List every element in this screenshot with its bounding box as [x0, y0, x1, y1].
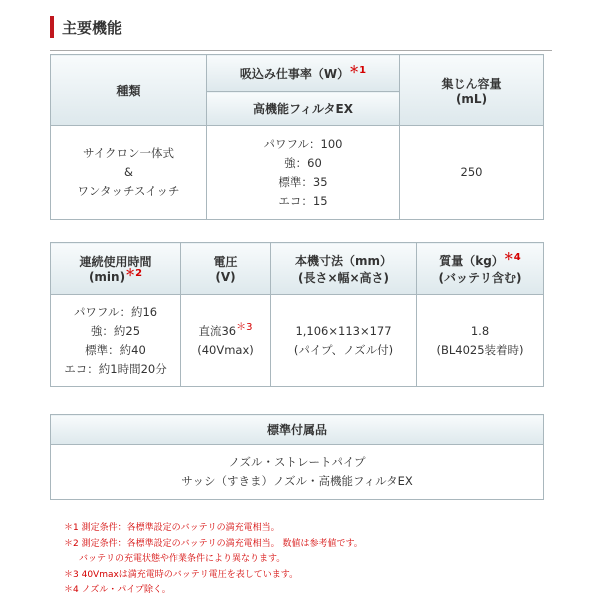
- cell-suction-power: [207, 126, 400, 220]
- header-dimensions-axes: (長さ×幅×高さ): [297, 270, 390, 285]
- section-title: 主要機能: [62, 19, 123, 37]
- header-voltage-unit: (V): [215, 270, 236, 284]
- header-run-time-label: 連続使用時間: [79, 255, 152, 269]
- header-dimensions-label: 本機寸法（mm）: [294, 253, 392, 268]
- header-filter: 高機能フィルタEX: [207, 92, 400, 126]
- note-mark-2: ＊2: [125, 268, 143, 279]
- accessory-line-2: サッシ（すきま）ノズル・高機能フィルタEX: [181, 474, 413, 488]
- note-mark-3: ＊3: [236, 321, 253, 333]
- power-value: パワフル：100: [263, 136, 343, 151]
- footnote: ＊2 測定条件：各標準設定のバッテリの満充電相当。 数値は参考値です。: [64, 538, 363, 549]
- power-value: 標準：35: [278, 174, 328, 189]
- spec-table-main: [50, 54, 544, 220]
- cell-voltage: [181, 295, 271, 387]
- footnote: ＊3 40Vmaxは満充電時のバッテリ電圧を表しています。: [64, 569, 299, 580]
- cell-dimensions: [271, 295, 417, 387]
- spec-table-details: [50, 242, 544, 387]
- accessories-table: [50, 414, 544, 500]
- header-run-time: [51, 243, 181, 295]
- header-run-time-unit-row: [51, 270, 180, 284]
- header-mass: [417, 243, 544, 295]
- header-dust-capacity: [400, 55, 544, 126]
- header-mass-note: (バッテリ含む): [438, 270, 522, 285]
- run-time-value: パワフル：約16: [73, 304, 158, 319]
- cell-dust-capacity: 250: [400, 126, 544, 220]
- cell-type: [51, 126, 207, 220]
- run-time-value: 強：約25: [90, 323, 141, 338]
- header-suction-power: [207, 55, 400, 92]
- footnote: ＊4 ノズル・パイプ除く。: [64, 585, 171, 595]
- run-time-value: エコ：約1時間20分: [64, 361, 167, 376]
- power-value: 強：60: [284, 155, 322, 170]
- voltage-value-row: [181, 322, 270, 341]
- section-accent-bar: [50, 16, 54, 38]
- voltage-max: (40Vmax): [197, 342, 254, 357]
- header-run-time-unit: (min): [88, 270, 126, 284]
- voltage-value: 直流36: [198, 323, 237, 338]
- header-voltage-label: 電圧: [213, 255, 238, 269]
- dimensions-value: 1,106×113×177: [295, 323, 392, 338]
- type-line-3: ワンタッチスイッチ: [77, 184, 180, 198]
- section-header: [50, 14, 552, 40]
- header-type: 種類: [51, 55, 207, 126]
- mass-value: 1.8: [470, 323, 490, 338]
- header-dust-capacity-unit: (mL): [455, 91, 488, 106]
- header-accessories: 標準付属品: [51, 415, 544, 445]
- header-dust-capacity-label: 集じん容量: [441, 76, 502, 91]
- type-line-1: サイクロン一体式: [83, 146, 174, 160]
- cell-mass: [417, 295, 544, 387]
- header-suction-power-label: 吸込み仕事率（W）: [239, 66, 350, 81]
- note-mark-4: ＊4: [503, 251, 521, 263]
- run-time-value: 標準：約40: [85, 342, 146, 357]
- type-line-2: &: [124, 165, 133, 179]
- dimensions-note: (パイプ、ノズル付): [293, 342, 394, 357]
- header-voltage: [181, 243, 271, 295]
- cell-run-time: [51, 295, 181, 387]
- footnote-continuation: バッテリの充電状態や作業条件により異なります。: [79, 554, 286, 564]
- power-value: エコ：15: [278, 193, 328, 208]
- cell-accessories: [51, 445, 544, 500]
- footnotes: [64, 521, 544, 599]
- mass-note: (BL4025装着時): [436, 342, 524, 357]
- section-divider: [50, 50, 552, 51]
- accessory-line-1: ノズル・ストレートパイプ: [228, 455, 366, 469]
- header-mass-label-row: [417, 252, 543, 269]
- header-mass-label: 質量（kg）: [439, 253, 504, 268]
- footnote: ＊1 測定条件：各標準設定のバッテリの満充電相当。: [64, 523, 280, 533]
- note-mark-1: ＊1: [349, 64, 367, 76]
- header-dimensions: [271, 243, 417, 295]
